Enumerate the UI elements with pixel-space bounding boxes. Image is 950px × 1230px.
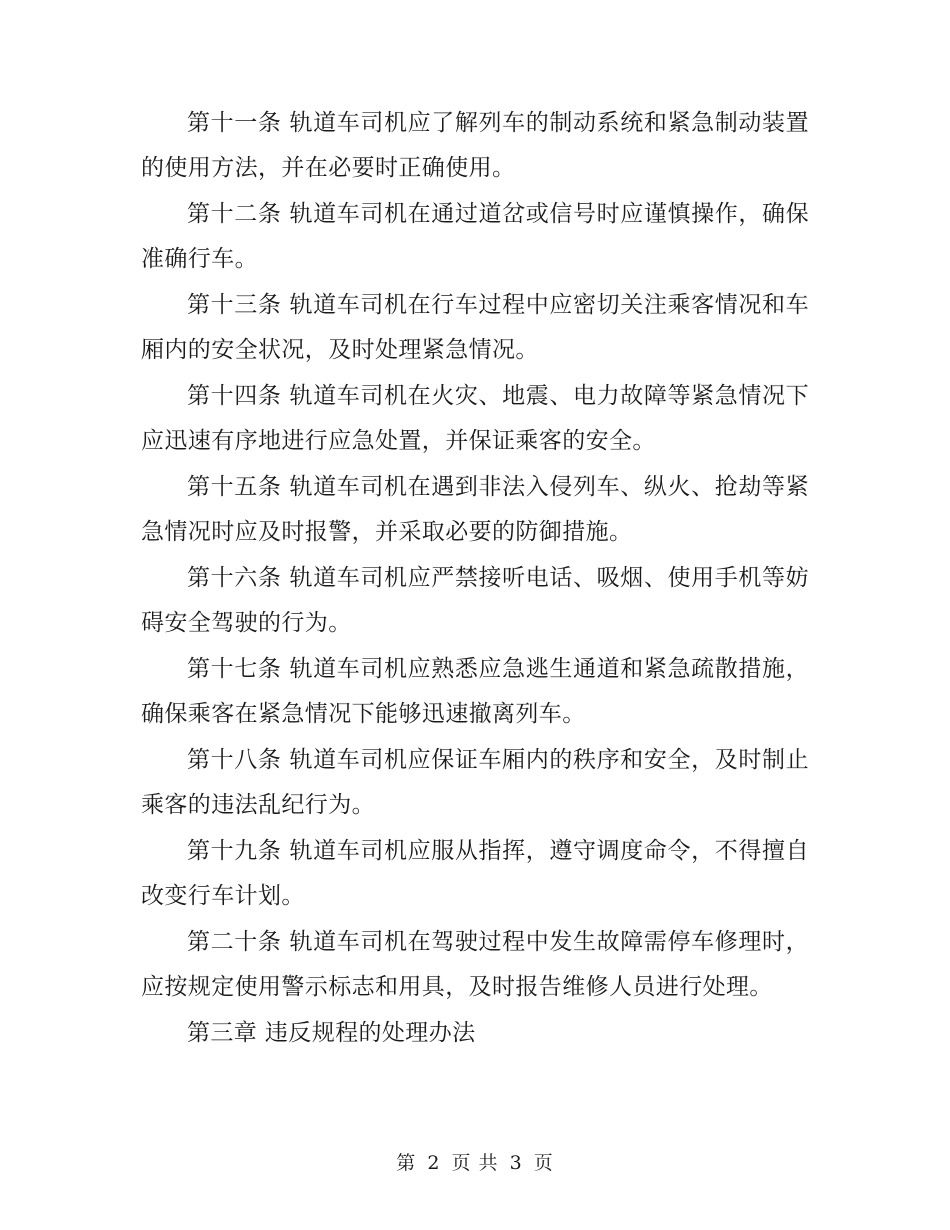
article-20: 第二十条 轨道车司机在驾驶过程中发生故障需停车修理时，应按规定使用警示标志和用具，及时报告维修人员进行处理。	[141, 929, 809, 1000]
article-15: 第十五条 轨道车司机在遇到非法入侵列车、纵火、抢劫等紧急情况时应及时报警，并采取必要的防御措施。	[141, 474, 809, 545]
footer-middle: 页 共	[451, 1152, 499, 1174]
article-18: 第十八条 轨道车司机应保证车厢内的秩序和安全，及时制止乘客的违法乱纪行为。	[141, 747, 809, 818]
article-17: 第十七条 轨道车司机应熟悉应急逃生通道和紧急疏散措施，确保乘客在紧急情况下能够迅速撤离列车。	[141, 656, 809, 727]
article-19: 第十九条 轨道车司机应服从指挥，遵守调度命令，不得擅自改变行车计划。	[141, 838, 809, 909]
article-13: 第十三条 轨道车司机在行车过程中应密切关注乘客情况和车厢内的安全状况，及时处理紧急情况。	[141, 292, 809, 363]
document-body	[141, 101, 809, 1057]
article-16: 第十六条 轨道车司机应严禁接听电话、吸烟、使用手机等妨碍安全驾驶的行为。	[141, 565, 809, 636]
chapter-3-heading: 第三章 违反规程的处理办法	[187, 1020, 476, 1046]
footer-suffix: 页	[533, 1152, 554, 1174]
page-footer	[0, 1148, 950, 1175]
footer-prefix: 第	[396, 1152, 417, 1174]
article-14: 第十四条 轨道车司机在火灾、地震、电力故障等紧急情况下应迅速有序地进行应急处置，并保证乘客的安全。	[141, 383, 809, 454]
article-11: 第十一条 轨道车司机应了解列车的制动系统和紧急制动装置的使用方法，并在必要时正确使用。	[141, 110, 809, 181]
footer-current-page: 2	[427, 1152, 441, 1174]
article-12: 第十二条 轨道车司机在通过道岔或信号时应谨慎操作，确保准确行车。	[141, 201, 809, 272]
footer-total-pages: 3	[509, 1152, 523, 1174]
